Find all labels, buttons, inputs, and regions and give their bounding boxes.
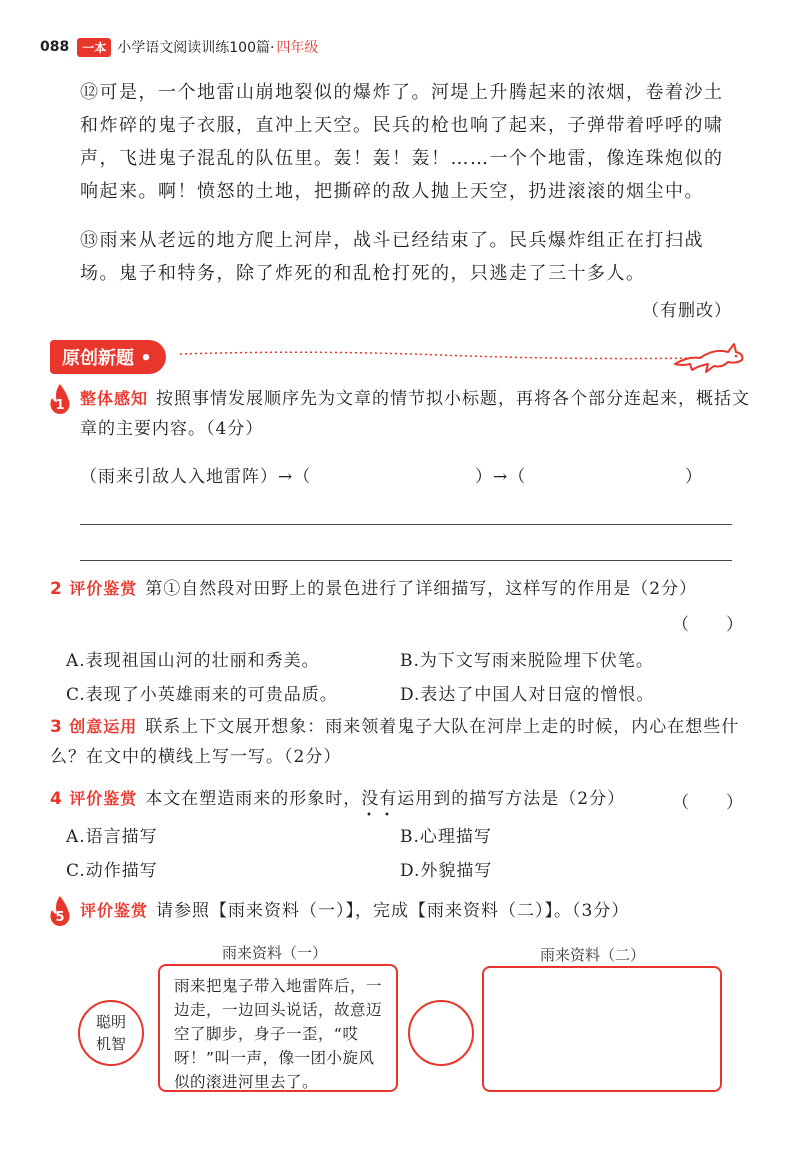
answer-paren[interactable]: （ ）	[672, 793, 744, 813]
question-4-tag: 评价鉴赏	[69, 789, 138, 808]
question-5	[50, 896, 750, 926]
question-3-tag: 创意运用	[69, 717, 138, 736]
question-2	[50, 574, 750, 604]
series-title: 小学语文阅读训练100篇·	[117, 40, 275, 56]
option-a[interactable]: A.语言描写	[66, 827, 158, 847]
section-title: 原创新题 •	[50, 340, 166, 374]
card-1-text: 雨来把鬼子带入地雷阵后，一边走，一边回头说话，故意迈空了脚步，身子一歪，“哎呀！”叫一声，像一团小旋风似的滚进河里去了。	[174, 977, 383, 1091]
question-1	[50, 384, 750, 444]
question-4	[50, 784, 750, 814]
card-2-box[interactable]	[482, 966, 722, 1092]
question-3-number: 3	[50, 717, 63, 737]
option-b[interactable]: B.心理描写	[400, 827, 492, 847]
question-4-number: 4	[50, 789, 63, 809]
emphasis-dot: •	[384, 810, 390, 821]
card-2-title: 雨来资料（二）	[540, 946, 646, 964]
page-header	[40, 34, 318, 60]
banner-dotted-line	[180, 348, 700, 362]
running-cat-icon	[670, 336, 750, 376]
option-b[interactable]: B.为下文写雨来脱险埋下伏笔。	[400, 651, 654, 671]
grade-label: 四年级	[276, 40, 319, 56]
card-1-title: 雨来资料（一）	[222, 944, 328, 962]
source-note: （有删改）	[642, 301, 732, 321]
answer-paren[interactable]: （ ）	[672, 615, 744, 635]
passage-paragraph-12: ⑫可是，一个地雷山崩地裂似的爆炸了。河堤上升腾起来的浓烟，卷着沙土和炸碎的鬼子衣服，直冲上天空。民兵的枪也响了起来，子弹带着呼呼的啸声，飞进鬼子混乱的队伍里。轰！轰！轰！……一个个地雷，像连珠炮似的响起来。啊！愤怒的土地，把撕碎的敌人抛上天空，扔进滚滚的烟尘中。	[80, 82, 724, 202]
blank-arrow[interactable]: ）→（	[475, 467, 527, 487]
answer-line[interactable]	[80, 560, 732, 561]
svg-text:5: 5	[55, 910, 65, 925]
card-1-trait-circle	[78, 1000, 144, 1066]
section-banner	[50, 336, 750, 376]
blank-given-title: （雨来引敌人入地雷阵）→（	[80, 467, 312, 487]
option-a[interactable]: A.表现祖国山河的壮丽和秀美。	[66, 651, 320, 671]
question-5-tag: 评价鉴赏	[80, 901, 149, 920]
option-c[interactable]: C.表现了小英雄雨来的可贵品质。	[66, 685, 338, 705]
card-1-trait: 聪明机智	[95, 1013, 126, 1053]
question-3-text: 联系上下文展开想象：雨来领着鬼子大队在河岸上走的时候，内心在想些什么？在文中的横线上写一写。（2分）	[50, 717, 740, 767]
card-2-trait-circle[interactable]	[408, 1000, 474, 1066]
blank-close[interactable]: ）	[685, 467, 703, 487]
question-2-text: 第①自然段对田野上的景色进行了详细描写，这样写的作用是（2分）	[145, 579, 698, 599]
brand-badge: 一本	[77, 38, 111, 57]
question-3	[50, 712, 750, 772]
answer-line[interactable]	[80, 524, 732, 525]
emphasis-dot: •	[366, 810, 372, 821]
question-4-text: 本文在塑造雨来的形象时，没有运用到的描写方法是（2分）	[145, 789, 626, 809]
question-1-text: 按照事情发展顺序先为文章的情节拟小标题，再将各个部分连起来，概括文章的主要内容。（4分）	[80, 389, 751, 439]
question-2-tag: 评价鉴赏	[69, 579, 138, 598]
svg-text:1: 1	[55, 398, 65, 413]
question-5-text: 请参照【雨来资料（一）】，完成【雨来资料（二）】。（3分）	[156, 901, 630, 921]
question-1-tag: 整体感知	[80, 389, 149, 408]
question-2-number: 2	[50, 579, 63, 599]
page-number: 088	[40, 39, 70, 55]
option-d[interactable]: D.表达了中国人对日寇的憎恨。	[400, 685, 655, 705]
passage-paragraph-13: ⑬雨来从老远的地方爬上河岸，战斗已经结束了。民兵爆炸组正在打扫战场。鬼子和特务，除了炸死的和乱枪打死的，只逃走了三十多人。	[80, 230, 704, 284]
option-d[interactable]: D.外貌描写	[400, 861, 493, 881]
option-c[interactable]: C.动作描写	[66, 861, 158, 881]
